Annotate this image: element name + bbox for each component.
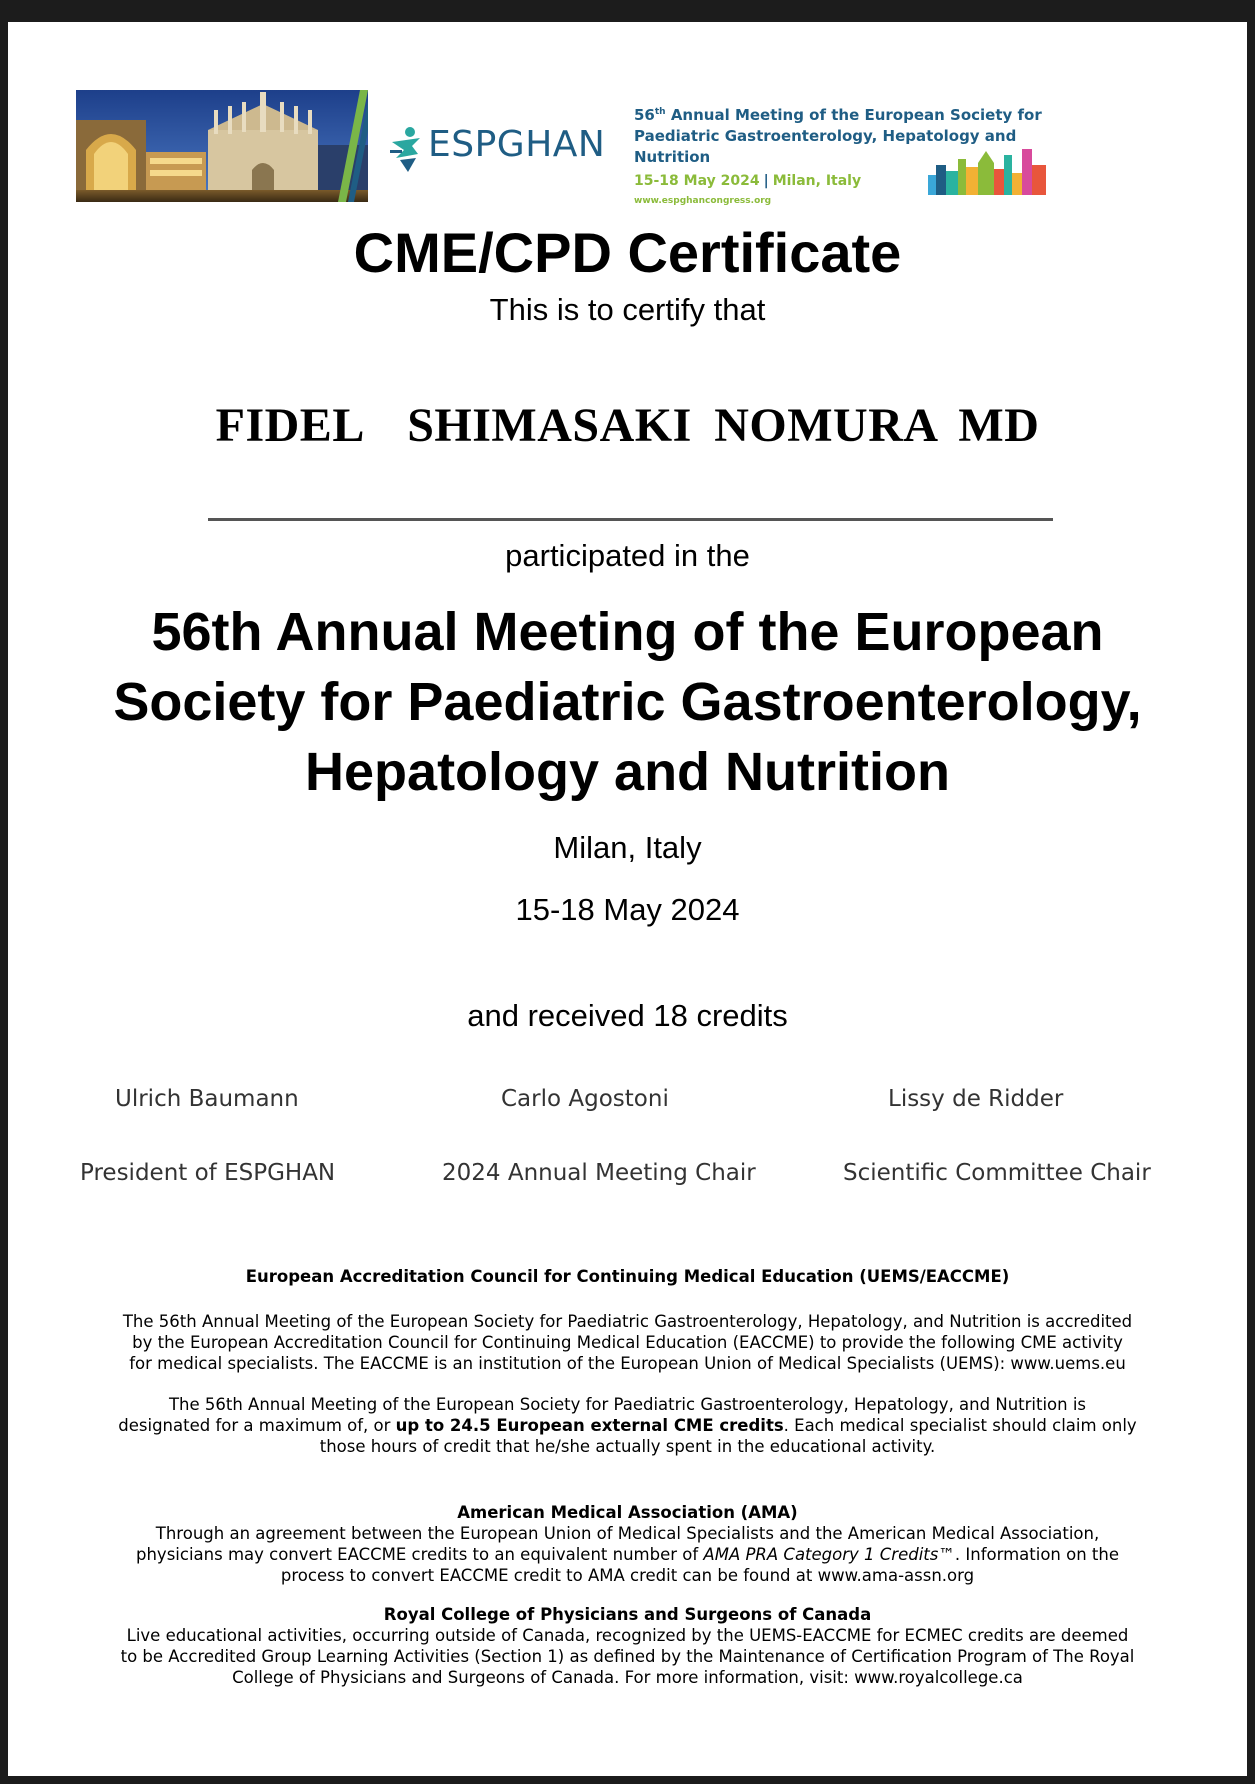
credits-text: and received 18 credits xyxy=(467,998,788,1033)
rcpsc-line1: Live educational activities, occurring outside of Canada, recognized by the UEMS-EACCME for ECMEC credits are deemed xyxy=(126,1626,1129,1645)
espghan-logo xyxy=(386,120,606,180)
eaccme-p2-line2-pre: designated for a maximum of, or xyxy=(118,1416,396,1435)
name-underline xyxy=(208,518,1053,521)
signatory-role-3: Scientific Committee Chair xyxy=(843,1160,1151,1186)
rcpsc-line2: to be Accredited Group Learning Activities (Section 1) as defined by the Maintenance of Certification Program of The Royal xyxy=(120,1647,1135,1666)
banner-title-sup: th xyxy=(654,107,666,117)
eaccme-p1-line1: The 56th Annual Meeting of the European Society for Paediatric Gastroenterology, Hepatology, and Nutrition is accredited xyxy=(122,1312,1133,1331)
banner-location: Milan, Italy xyxy=(772,173,862,189)
ama-line3: process to convert EACCME credit to AMA credit can be found at www.ama-assn.org xyxy=(280,1566,975,1585)
eaccme-p1-line3: for medical specialists. The EACCME is an institution of the European Union of Medical Specialists (UEMS): www.uems.eu xyxy=(129,1354,1126,1373)
espghan-figure-icon xyxy=(386,124,426,176)
ama-line1: Through an agreement between the European Union of Medical Specialists and the American Medical Association, xyxy=(155,1524,1100,1543)
signatory-name-2: Carlo Agostoni xyxy=(501,1086,669,1112)
rcpsc-section xyxy=(48,1604,1207,1688)
meeting-dates: 15-18 May 2024 xyxy=(515,892,740,927)
certify-text: This is to certify that xyxy=(489,292,766,327)
ama-heading: American Medical Association (AMA) xyxy=(457,1503,798,1522)
eaccme-heading-text: European Accreditation Council for Continuing Medical Education (UEMS/EACCME) xyxy=(245,1267,1010,1286)
eaccme-credits-highlight: up to 24.5 European external CME credits xyxy=(395,1416,784,1435)
eaccme-p2-line2-post: . Each medical specialist should claim only xyxy=(783,1416,1137,1435)
banner-title-line2: Paediatric Gastroenterology, Hepatology and Nutrition xyxy=(634,127,1017,166)
eaccme-p2-line1: The 56th Annual Meeting of the European Society for Paediatric Gastroenterology, Hepatology, and Nutrition is xyxy=(168,1395,1087,1414)
signatory-role-1: President of ESPGHAN xyxy=(80,1160,336,1186)
milan-cathedral-photo xyxy=(76,90,368,202)
signatory-name-3: Lissy de Ridder xyxy=(888,1086,1064,1112)
signatory-name-1: Ulrich Baumann xyxy=(115,1086,299,1112)
recipient-name: FIDEL SHIMASAKI NOMURA MD xyxy=(215,399,1040,452)
city-skyline-icon xyxy=(928,145,1048,195)
meeting-title xyxy=(8,597,1247,807)
ama-line2 xyxy=(48,1544,1207,1565)
header-banner xyxy=(76,90,1194,204)
certificate-page xyxy=(8,22,1247,1776)
banner-title-rest: Annual Meeting of the European Society for xyxy=(665,106,1042,124)
meeting-title-line2: Society for Paediatric Gastroenterology, xyxy=(113,672,1142,732)
espghan-logo-text: ESPGHAN xyxy=(428,124,606,165)
meeting-title-line3: Hepatology and Nutrition xyxy=(305,742,950,802)
banner-url[interactable]: www.espghancongress.org xyxy=(634,196,772,206)
eaccme-p2-line2 xyxy=(48,1415,1207,1436)
certificate-title: CME/CPD Certificate xyxy=(353,221,902,284)
banner-title-number: 56 xyxy=(634,106,655,124)
rcpsc-heading: Royal College of Physicians and Surgeons of Canada xyxy=(383,1605,872,1624)
rcpsc-line3: College of Physicians and Surgeons of Canada. For more information, visit: www.royalcollege.ca xyxy=(232,1668,1023,1687)
meeting-city: Milan, Italy xyxy=(553,830,702,865)
eaccme-p1-line2: by the European Accreditation Council for Continuing Medical Education (EACCME) to provide the following CME activity xyxy=(132,1333,1123,1352)
banner-separator: | xyxy=(763,173,769,189)
eaccme-paragraph-1 xyxy=(48,1311,1207,1374)
signatory-role-2: 2024 Annual Meeting Chair xyxy=(442,1160,756,1186)
ama-credits-italic: AMA PRA Category 1 Credits™ xyxy=(703,1545,955,1564)
ama-line2-post: . Information on the xyxy=(954,1545,1119,1564)
meeting-title-line1: 56th Annual Meeting of the European xyxy=(151,602,1104,662)
participated-text: participated in the xyxy=(505,538,750,573)
eaccme-heading xyxy=(48,1266,1207,1287)
eaccme-paragraph-2 xyxy=(48,1394,1207,1457)
ama-section xyxy=(48,1502,1207,1586)
banner-dates: 15-18 May 2024 xyxy=(634,173,760,189)
ama-line2-pre: physicians may convert EACCME credits to an equivalent number of xyxy=(136,1545,704,1564)
eaccme-p2-line3: those hours of credit that he/she actually spent in the educational activity. xyxy=(319,1437,936,1456)
